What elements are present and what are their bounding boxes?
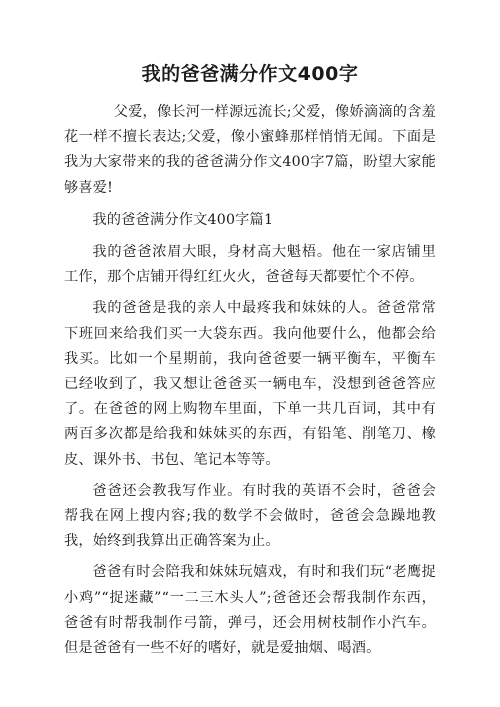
body-paragraph-3: 爸爸还会教我写作业。有时我的英语不会时，爸爸会帮我在网上搜内容;我的数学不会做时，爸爸会急躁地教我，始终到我算出正确答案为止。 [64, 482, 436, 550]
intro-paragraph: 父爱，像长河一样源远流长;父爱，像娇滴滴的含羞花一样不擅长表达;父爱，像小蜜蜂那样悄悄无闻。下面是我为大家带来的我的爸爸满分作文400字7篇，盼望大家能够喜爱! [64, 104, 436, 196]
document-body [64, 100, 436, 661]
section-heading: 我的爸爸满分作文400字篇1 [92, 211, 274, 228]
document-title: 我的爸爸满分作文400字 [141, 63, 359, 85]
body-paragraph-4: 爸爸有时会陪我和妹妹玩嬉戏，有时和我们玩“老鹰捉小鸡”“捉迷藏”“一二三木头人”;爸爸还会帮我制作东西，爸爸有时帮我制作弓箭，弹弓，还会用树枝制作小汽车。但是爸爸有一些不好的嗜好，就是爱抽烟、喝酒。 [64, 564, 436, 657]
body-paragraph-1: 我的爸爸浓眉大眼，身材高大魁梧。他在一家店铺里工作，那个店铺开得红红火火，爸爸每天都要忙个不停。 [64, 244, 436, 286]
body-paragraph-2: 我的爸爸是我的亲人中最疼我和妹妹的人。爸爸常常下班回来给我们买一大袋东西。我向他要什么，他都会给我买。比如一个星期前，我向爸爸要一辆平衡车，平衡车已经收到了，我又想让爸爸买一辆电车，没想到爸爸答应了。在爸爸的网上购物车里面，下单一共几百词，其中有两百多次都是给我和妹妹买的东西，有铅笔、削笔刀、橡皮、课外书、书包、笔记本等等。 [64, 300, 436, 468]
